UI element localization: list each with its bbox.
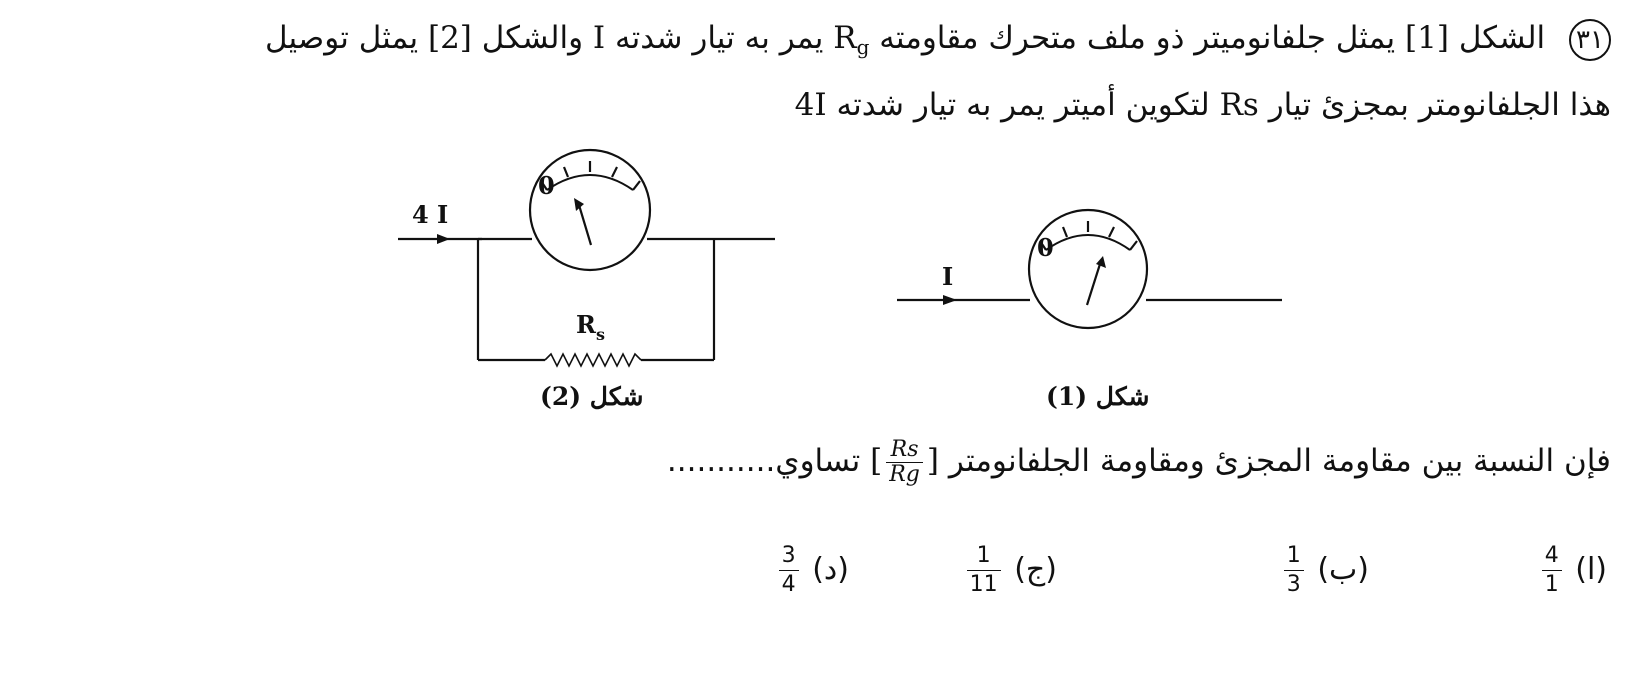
option-a-letter: (ا): [1575, 552, 1607, 587]
shunt-resistor: [545, 354, 641, 366]
fig2-caption: شكل (2): [540, 382, 644, 411]
q3-text-b: تساوي...........: [666, 443, 861, 479]
option-d-letter: (د): [812, 552, 849, 587]
option-b-fraction: [1284, 542, 1304, 599]
fig2-dial-scale: [547, 175, 633, 190]
fig2-current-arrow: [437, 234, 450, 244]
option-c-letter: (ج): [1014, 552, 1057, 587]
rg-sub: g: [856, 35, 870, 59]
option-a[interactable]: [1538, 542, 1607, 599]
fig1-needle: [1087, 264, 1100, 305]
option-c-den: 11: [969, 572, 998, 597]
rs-sub: s: [595, 325, 605, 344]
fig2-dial-zero: 0: [538, 171, 555, 200]
option-d-fraction: [779, 542, 799, 599]
fig1-dial-zero: 0: [1037, 233, 1054, 262]
option-d-den: 4: [781, 572, 796, 597]
fig2-current-label: 4 I: [412, 200, 449, 229]
fig2-needle: [579, 205, 591, 245]
fig1-dial-scale: [1046, 235, 1130, 250]
fig1-caption: شكل (1): [1046, 382, 1150, 411]
q1-text-c: يمر به تيار شدته: [615, 20, 824, 56]
option-b-num: 1: [1284, 542, 1304, 571]
ratio-fraction: [886, 438, 923, 487]
rg-main: R: [833, 20, 857, 56]
question-number: ٣١: [1569, 19, 1611, 61]
shunt-resistor-label: [576, 310, 605, 344]
q1-text-e: يمثل توصيل: [265, 20, 419, 56]
option-a-num: 4: [1542, 542, 1562, 571]
question-line-3: [667, 438, 1611, 487]
option-a-fraction: [1542, 542, 1562, 599]
option-c-fraction: [967, 542, 1001, 599]
option-b-letter: (ب): [1317, 552, 1369, 587]
rs-symbol: Rs: [1219, 87, 1259, 123]
current-symbol: I: [592, 20, 606, 56]
current-4i: 4I: [794, 87, 827, 123]
figure-1-circuit: [897, 210, 1282, 328]
ratio-numerator: Rs: [886, 438, 923, 463]
open-bracket: [: [926, 443, 939, 479]
option-a-den: 1: [1544, 572, 1559, 597]
q1-text-d: والشكل: [481, 20, 584, 56]
q1-text-b: يمثل جلفانوميتر ذو ملف متحرك مقاومته: [879, 20, 1396, 56]
option-d[interactable]: [775, 542, 849, 599]
option-b-den: 3: [1286, 572, 1301, 597]
fig1-current-label: I: [942, 262, 954, 291]
option-d-num: 3: [779, 542, 799, 571]
q2-text-a: هذا الجلفانومتر بمجزئ تيار: [1268, 87, 1611, 123]
close-bracket: ]: [870, 443, 883, 479]
option-c-num: 1: [967, 542, 1001, 571]
q2-text-b: لتكوين أميتر يمر به تيار شدته: [836, 87, 1210, 123]
fig2-ref: [2]: [427, 20, 472, 56]
q1-text-a: الشكل: [1458, 20, 1546, 56]
ratio-denominator: Rg: [889, 462, 920, 487]
fig1-ref: [1]: [1405, 20, 1449, 56]
option-b[interactable]: [1280, 542, 1369, 599]
q3-text-a: فإن النسبة بين مقاومة المجزئ ومقاومة الجلفانومتر: [948, 443, 1611, 479]
rs-main: R: [576, 310, 596, 339]
option-c[interactable]: [963, 542, 1057, 599]
fig1-current-arrow: [943, 295, 957, 305]
